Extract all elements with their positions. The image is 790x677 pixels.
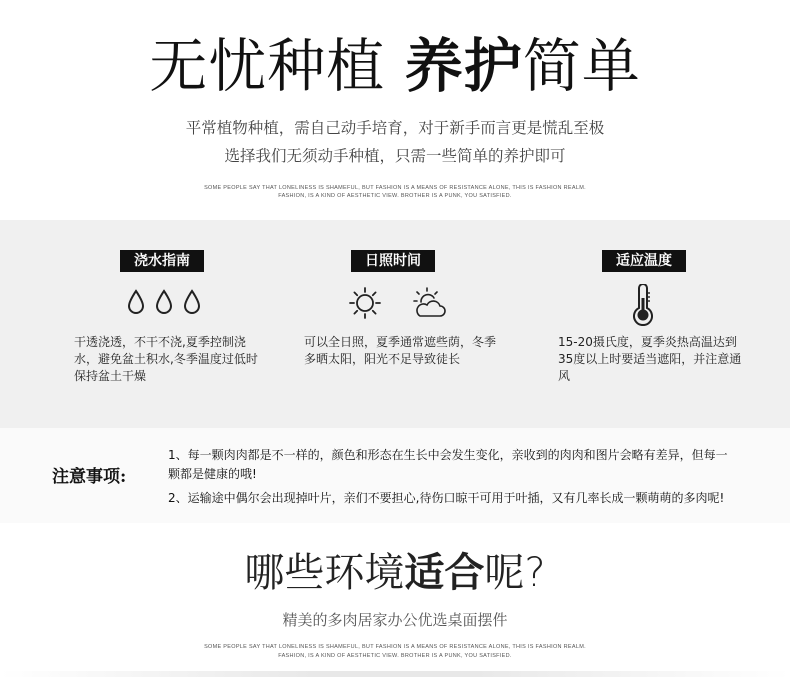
sunlight-guide-text: 可以全日照，夏季通常遮些荫，冬季多晒太阳，阳光不足导致徒长 bbox=[304, 335, 497, 366]
hero-title-end: 简单 bbox=[522, 32, 641, 100]
environment-title-light: 哪些环境 bbox=[244, 550, 405, 596]
hero-tagline-1: SOME PEOPLE SAY THAT LONELINESS IS SHAMEFUL, BUT FASHION IS A MEANS OF RESISTANCE ALONE, THIS IS FASHION REALM. bbox=[204, 185, 586, 191]
sunlight-guide-tag: 日照时间 bbox=[351, 250, 435, 272]
water-drop-icon bbox=[126, 288, 208, 316]
water-guide bbox=[58, 250, 318, 383]
intro-line-2: 选择我们无须动手种植，只需一些简单的养护即可 bbox=[224, 147, 566, 165]
temperature-guide-tag: 适应温度 bbox=[602, 250, 686, 272]
hero-title-light: 无忧种植 bbox=[149, 32, 386, 100]
hero-tagline-2: FASHION, IS A KIND OF AESTHETIC VIEW. BROTHER IS A PUNK, YOU SATISFIED. bbox=[278, 193, 512, 199]
temperature-guide-text: 15-20摄氏度，夏季炎热高温达到35度以上时要适当遮阳，并注意通风 bbox=[558, 335, 742, 383]
bottom-tagline-1: SOME PEOPLE SAY THAT LONELINESS IS SHAMEFUL, BUT FASHION IS A MEANS OF RESISTANCE ALONE, THIS IS FASHION REALM. bbox=[204, 644, 586, 650]
hero-title-bold: 养护 bbox=[404, 32, 523, 100]
environment-title bbox=[0, 545, 790, 601]
thermometer-icon bbox=[630, 284, 656, 326]
environment-subtitle: 精美的多肉居家办公优选桌面摆件 bbox=[282, 611, 508, 629]
notice-item-2: 2、运输途中偶尔会出现掉叶片，亲们不要担心,待伤口晾干可用于叶插，又有几率长成一颗萌萌的多肉呢! bbox=[168, 491, 725, 505]
environment-title-end: 呢? bbox=[484, 550, 546, 596]
notice-item-1: 1、每一颗肉肉都是不一样的，颜色和形态在生长中会发生变化，亲收到的肉肉和图片会略有差异，但每一颗都是健康的哦! bbox=[168, 448, 728, 481]
temperature-guide bbox=[556, 250, 790, 383]
partly-cloudy-icon bbox=[412, 286, 448, 320]
intro-line-1: 平常植物种植，需自己动手培育，对于新手而言更是慌乱至极 bbox=[185, 119, 605, 137]
water-guide-tag: 浇水指南 bbox=[120, 250, 204, 272]
bottom-divider bbox=[0, 671, 790, 677]
environment-title-bold: 适合 bbox=[404, 550, 485, 596]
hero-title bbox=[0, 30, 790, 102]
water-guide-text: 干透浇透，不干不浇,夏季控制浇水，避免盆土积水,冬季温度过低时保持盆土干燥 bbox=[74, 335, 258, 383]
sun-icon bbox=[348, 286, 382, 320]
bottom-tagline-2: FASHION, IS A KIND OF AESTHETIC VIEW. BROTHER IS A PUNK, YOU SATISFIED. bbox=[278, 653, 512, 659]
sunlight-guide bbox=[300, 250, 560, 366]
notice-heading: 注意事项: bbox=[52, 467, 127, 487]
